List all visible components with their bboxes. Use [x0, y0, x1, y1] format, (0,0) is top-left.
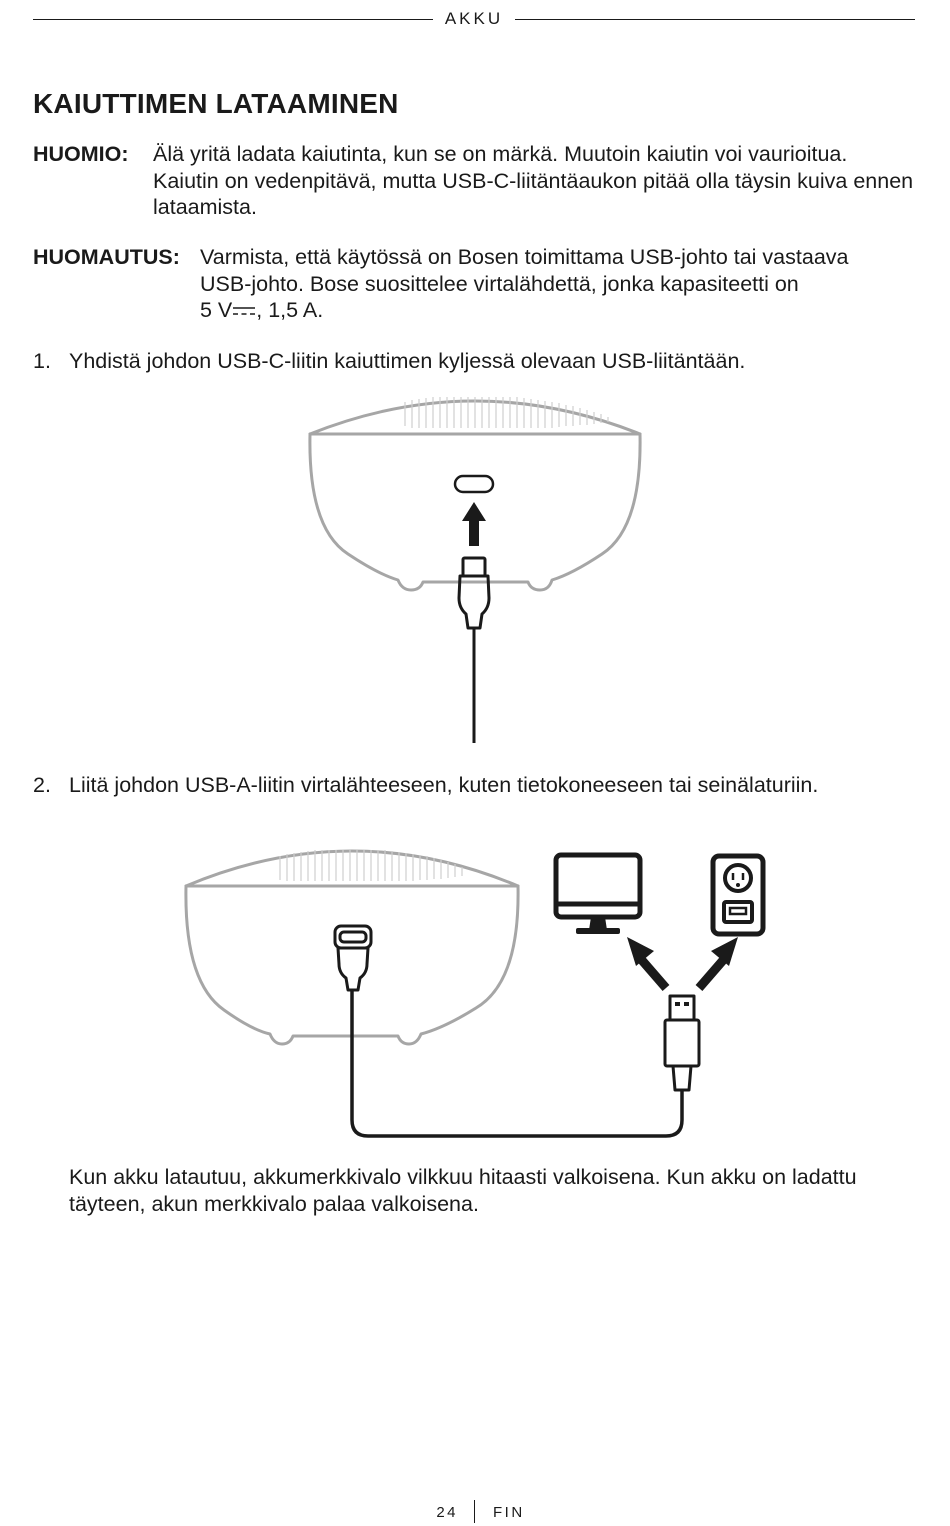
arrow-up-icon	[462, 502, 486, 546]
notice-label: HUOMAUTUS:	[33, 245, 180, 269]
page-footer	[0, 1500, 950, 1526]
notice-text: Varmista, että käytössä on Bosen toimittama USB-johto tai vastaava USB-johto. Bose suosittelee virtalähdettä, jonka kapasiteetti on	[200, 245, 849, 296]
computer-monitor-icon	[556, 855, 640, 934]
page-number: 24	[436, 1504, 458, 1521]
charging-info: Kun akku latautuu, akkumerkkivalo vilkkuu hitaasti valkoisena. Kun akku on ladattu täyteen, akun merkkivalo palaa valkoisena.	[69, 1165, 857, 1216]
footer-divider	[474, 1500, 475, 1523]
arrow-to-computer-icon	[627, 937, 666, 988]
usb-c-plug-icon	[335, 926, 371, 990]
caution-note	[33, 141, 915, 221]
section-title: AKKU	[444, 9, 504, 28]
notice-note	[33, 244, 915, 324]
usb-c-plug-icon	[459, 558, 489, 628]
usb-cable	[352, 990, 682, 1136]
notice-voltage: 5 V	[200, 298, 233, 322]
header-rule-right	[515, 19, 915, 20]
arrow-to-outlet-icon	[699, 937, 738, 988]
page-title: KAIUTTIMEN LATAAMINEN	[33, 88, 399, 119]
illustration-connect-usb-a	[180, 840, 780, 1150]
page-header	[33, 8, 915, 30]
speaker-body	[310, 401, 640, 590]
usb-a-plug-icon	[665, 996, 699, 1090]
caution-label: HUOMIO:	[33, 142, 129, 166]
illustration-connect-usb-c	[300, 388, 650, 748]
dc-symbol-icon	[232, 305, 256, 317]
language-code: FIN	[493, 1504, 525, 1521]
step-number: 1.	[33, 349, 51, 373]
caution-text: Älä yritä ladata kaiutinta, kun se on märkä. Muutoin kaiutin voi vaurioitua. Kaiutin on vedenpitävä, mutta USB-C-liitäntäaukon pitää olla täysin kuiva ennen lataamista.	[153, 142, 914, 219]
wall-outlet-icon	[713, 856, 763, 934]
step-number: 2.	[33, 773, 51, 797]
notice-current: , 1,5 A.	[256, 298, 324, 322]
step-text: Liitä johdon USB-A-liitin virtalähteeseen, kuten tietokoneeseen tai seinälaturiin.	[69, 773, 819, 797]
step-text: Yhdistä johdon USB-C-liitin kaiuttimen kyljessä olevaan USB-liitäntään.	[69, 349, 746, 373]
usb-c-port-icon	[455, 476, 493, 492]
